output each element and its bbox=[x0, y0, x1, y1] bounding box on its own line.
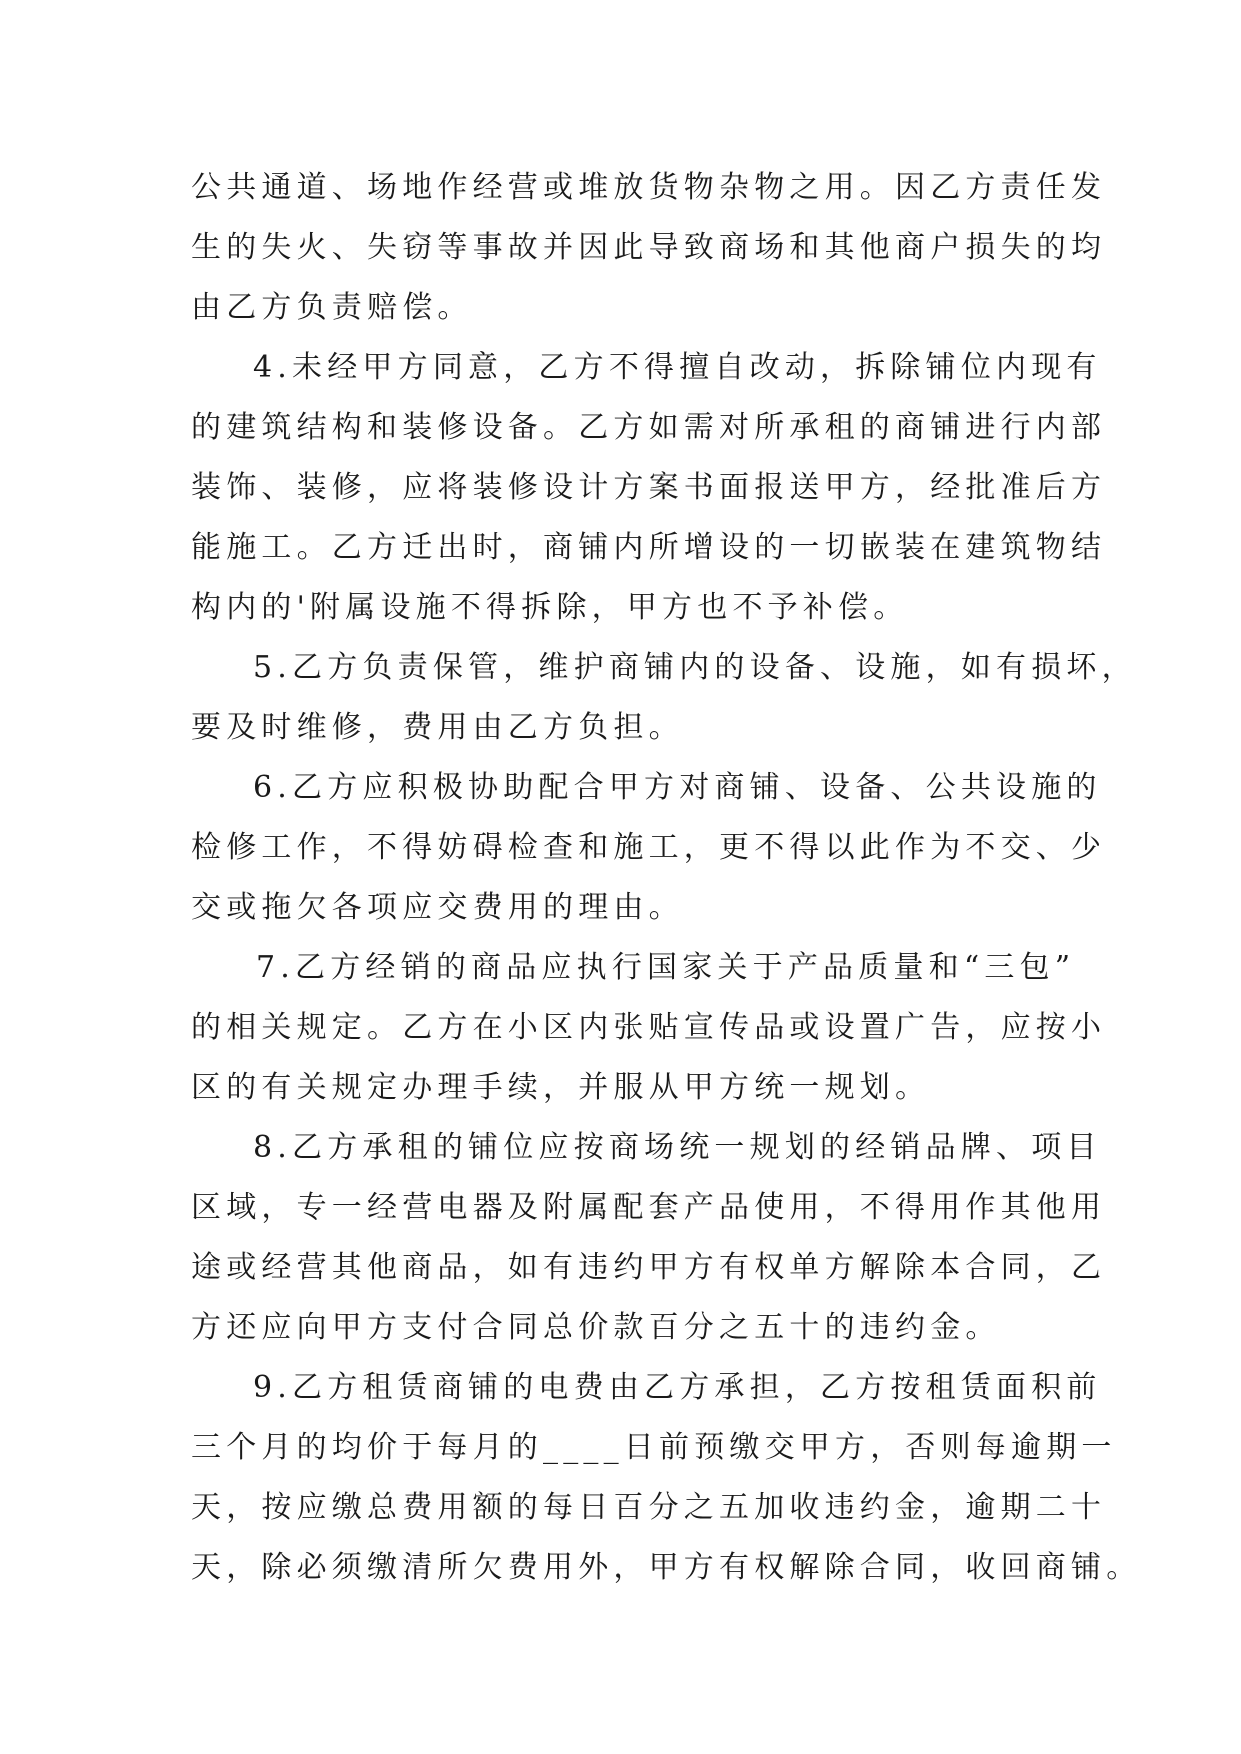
text-line: 装饰、装修，应将装修设计方案书面报送甲方，经批准后方 bbox=[191, 470, 1107, 505]
text-line: 三个月的均价于每月的____日前预缴交甲方，否则每逾期一 bbox=[191, 1430, 1117, 1465]
text-line: 区的有关规定办理手续，并服从甲方统一规划。 bbox=[191, 1070, 931, 1105]
text-line: 的建筑结构和装修设备。乙方如需对所承租的商铺进行内部 bbox=[191, 410, 1107, 445]
paragraph-5-start: 5.乙方负责保管，维护商铺内的设备、设施，如有损坏， bbox=[253, 650, 1137, 685]
text-line: 区域，专一经营电器及附属配套产品使用，不得用作其他用 bbox=[191, 1190, 1107, 1225]
paragraph-6-start: 6.乙方应积极协助配合甲方对商铺、设备、公共设施的 bbox=[253, 770, 1102, 805]
text-line: 天，按应缴总费用额的每日百分之五加收违约金，逾期二十 bbox=[191, 1490, 1107, 1525]
text-line: 交或拖欠各项应交费用的理由。 bbox=[191, 890, 684, 925]
paragraph-4-start: 4.未经甲方同意，乙方不得擅自改动，拆除铺位内现有 bbox=[253, 350, 1102, 385]
text-line: 的相关规定。乙方在小区内张贴宣传品或设置广告，应按小 bbox=[191, 1010, 1107, 1045]
paragraph-8-start: 8.乙方承租的铺位应按商场统一规划的经销品牌、项目 bbox=[253, 1130, 1102, 1165]
text-line: 检修工作，不得妨碍检查和施工，更不得以此作为不交、少 bbox=[191, 830, 1107, 865]
text-line: 要及时维修，费用由乙方负担。 bbox=[191, 710, 684, 745]
text-line: 途或经营其他商品，如有违约甲方有权单方解除本合同，乙 bbox=[191, 1250, 1107, 1285]
text-line: 由乙方负责赔偿。 bbox=[191, 290, 473, 325]
text-line: 方还应向甲方支付合同总价款百分之五十的违约金。 bbox=[191, 1310, 1001, 1345]
paragraph-7-start: 7.乙方经销的商品应执行国家关于产品质量和“三包” bbox=[256, 950, 1076, 985]
paragraph-9-start: 9.乙方租赁商铺的电费由乙方承担，乙方按租赁面积前 bbox=[253, 1370, 1102, 1405]
text-line: 公共通道、场地作经营或堆放货物杂物之用。因乙方责任发 bbox=[191, 170, 1107, 205]
text-line: 构内的'附属设施不得拆除，甲方也不予补偿。 bbox=[191, 590, 909, 625]
text-line: 生的失火、失窃等事故并因此导致商场和其他商户损失的均 bbox=[191, 230, 1107, 265]
text-line: 能施工。乙方迁出时，商铺内所增设的一切嵌装在建筑物结 bbox=[191, 530, 1107, 565]
text-line: 天，除必须缴清所欠费用外，甲方有权解除合同，收回商铺。 bbox=[191, 1550, 1142, 1585]
